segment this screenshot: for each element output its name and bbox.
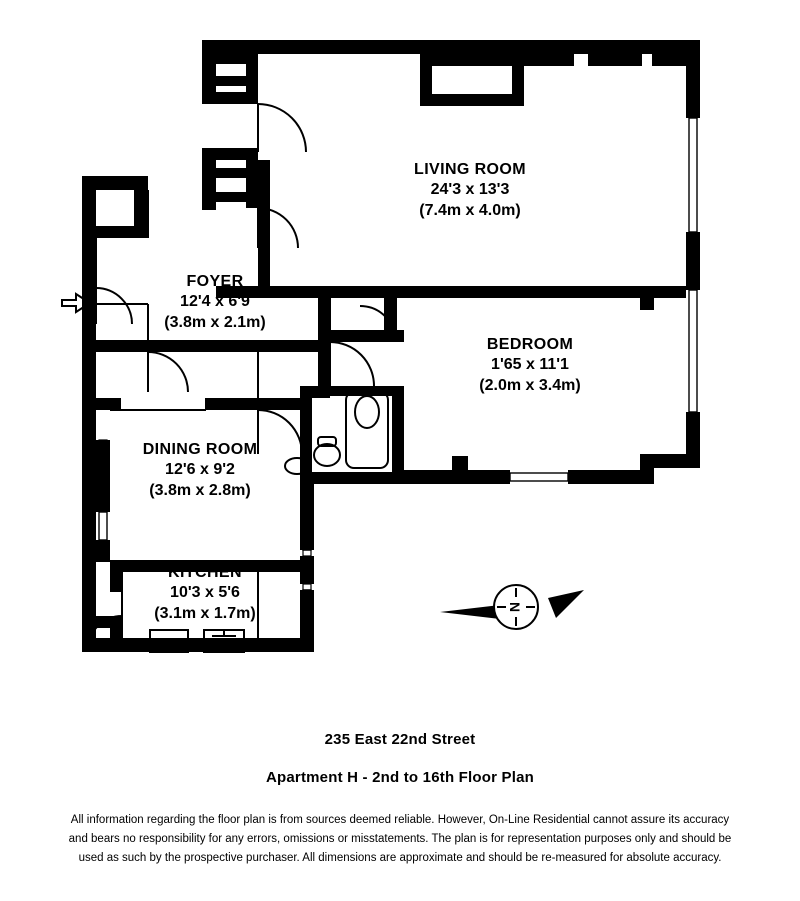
- apartment-caption: [0, 769, 800, 787]
- address-caption: [0, 731, 800, 749]
- disclaimer-line-2: and bears no responsibility for any errors, omissions or misstatements. The plan is for representation purposes only and should be: [68, 832, 732, 845]
- room-name-bedroom: BEDROOM: [486, 336, 574, 353]
- room-dimensions-bedroom: 1'65 x 11'1: [491, 356, 569, 374]
- room-dimensions-metric-kitchen: (3.1m x 1.7m): [154, 604, 256, 622]
- room-dimensions-foyer: 12'4 x 6'9: [180, 293, 250, 311]
- svg-text:N: N: [507, 601, 523, 613]
- room-label-dining-room: [75, 440, 325, 501]
- room-dimensions-metric-dining-room: (3.8m x 2.8m): [149, 481, 251, 499]
- room-name-foyer: FOYER: [186, 273, 244, 290]
- disclaimer-line-1: All information regarding the floor plan is from sources deemed reliable. However, On-Line Residential cannot assure its accuracy: [70, 814, 730, 826]
- room-label-kitchen: [80, 563, 330, 624]
- room-label-living-room: [345, 160, 595, 221]
- room-name-living-room: LIVING ROOM: [414, 161, 526, 178]
- room-label-foyer: [90, 272, 340, 333]
- room-dimensions-metric-foyer: (3.8m x 2.1m): [164, 313, 266, 331]
- page-title: 235 East 22nd Street: [324, 731, 476, 748]
- room-dimensions-metric-bedroom: (2.0m x 3.4m): [479, 376, 581, 394]
- page-subtitle: Apartment H - 2nd to 16th Floor Plan: [265, 769, 535, 786]
- room-dimensions-kitchen: 10'3 x 5'6: [170, 584, 240, 602]
- bathtub-icon: [346, 392, 388, 468]
- room-dimensions-living-room: 24'3 x 13'3: [430, 181, 510, 199]
- room-dimensions-metric-living-room: (7.4m x 4.0m): [419, 201, 521, 219]
- room-dimensions-dining-room: 12'6 x 9'2: [165, 461, 235, 479]
- room-label-bedroom: [405, 335, 655, 396]
- disclaimer-line-3: used as such by the prospective purchaser. All dimensions are approximate and should be re-measured for absolute accuracy.: [78, 851, 722, 864]
- room-name-dining-room: DINING ROOM: [142, 441, 258, 458]
- compass-icon: [440, 585, 584, 629]
- room-name-kitchen: KITCHEN: [168, 564, 242, 581]
- disclaimer-text: [40, 811, 760, 868]
